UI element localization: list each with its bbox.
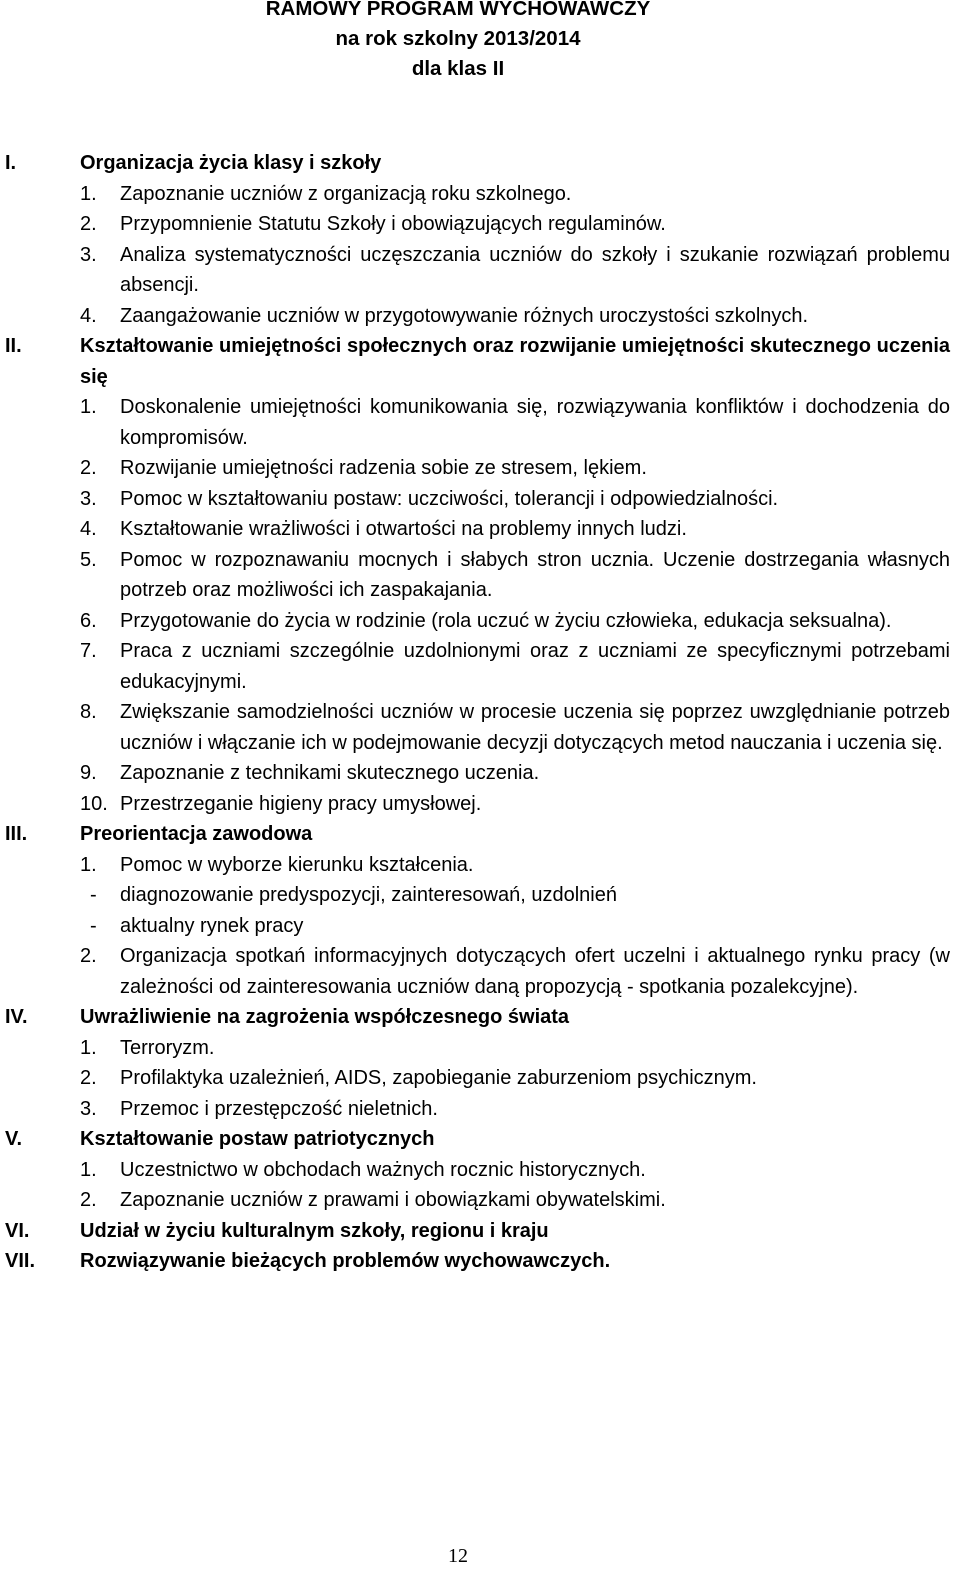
item-number: 6. — [80, 609, 97, 632]
document-title — [0, 0, 916, 84]
section-3 — [0, 819, 950, 1002]
list-item — [80, 758, 950, 789]
section-numeral: VI. — [5, 1219, 30, 1242]
list-item — [80, 789, 950, 820]
list-item — [80, 1185, 950, 1216]
item-text: Zapoznanie uczniów z organizacją roku szkolnego. — [120, 182, 572, 205]
section-1 — [0, 148, 950, 331]
item-number: 2. — [80, 1067, 97, 1089]
item-number: 5. — [80, 548, 97, 571]
section-heading: Organizacja życia klasy i szkoły — [80, 152, 382, 174]
item-number: 7. — [80, 640, 97, 662]
list-item — [80, 1063, 950, 1094]
section-heading: Udział w życiu kulturalnym szkoły, regionu i kraju — [80, 1219, 549, 1242]
item-number: 1. — [80, 182, 97, 205]
section-5 — [0, 1124, 950, 1216]
item-text: Doskonalenie umiejętności komunikowania się, rozwiązywania konfliktów i dochodzenia do kompromisów. — [120, 396, 950, 449]
list-item — [80, 240, 950, 301]
list-item — [80, 545, 950, 606]
sub-item-text: diagnozowanie predyspozycji, zainteresowań, uzdolnień — [120, 884, 617, 906]
section-heading: Kształtowanie umiejętności społecznych oraz rozwijanie umiejętności skutecznego uczenia się — [80, 335, 950, 388]
list-item — [80, 209, 950, 240]
item-number: 1. — [80, 1158, 97, 1181]
list-item — [80, 484, 950, 515]
item-text: Praca z uczniami szczególnie uzdolnionymi oraz z uczniami ze specyficznymi potrzebami edukacyjnymi. — [120, 640, 950, 693]
section-6 — [0, 1216, 950, 1247]
item-number: 10. — [80, 792, 108, 815]
item-text: Rozwijanie umiejętności radzenia sobie ze stresem, lękiem. — [120, 457, 647, 479]
item-number: 2. — [80, 457, 97, 479]
sub-item-text: aktualny rynek pracy — [120, 914, 304, 937]
title-line-1: RAMOWY PROGRAM WYCHOWAWCZY — [265, 0, 651, 20]
item-number: 1. — [80, 1036, 97, 1059]
list-item — [80, 1094, 950, 1125]
section-heading: Preorientacja zawodowa — [80, 823, 313, 845]
item-number: 9. — [80, 762, 97, 784]
section-7 — [0, 1246, 950, 1277]
list-item — [80, 1155, 950, 1186]
list-item — [80, 850, 950, 881]
item-number: 3. — [80, 1097, 97, 1120]
section-numeral: I. — [5, 152, 17, 174]
program-content — [0, 148, 950, 1277]
item-text: Pomoc w kształtowaniu postaw: uczciwości, tolerancji i odpowiedzialności. — [120, 487, 779, 510]
list-item — [80, 179, 950, 210]
item-text: Analiza systematyczności uczęszczania uczniów do szkoły i szukanie rozwiązań problemu absencji. — [120, 243, 950, 296]
list-item — [80, 941, 950, 1002]
section-2 — [0, 331, 950, 819]
item-text: Profilaktyka uzależnień, AIDS, zapobieganie zaburzeniom psychicznym. — [120, 1067, 757, 1089]
sub-list-item — [90, 880, 950, 911]
item-text: Uczestnictwo w obchodach ważnych rocznic historycznych. — [120, 1158, 646, 1181]
item-text: Pomoc w wyborze kierunku kształcenia. — [120, 853, 474, 876]
title-line-2: na rok szkolny 2013/2014 — [335, 27, 581, 50]
dash-bullet: - — [90, 884, 97, 906]
item-number: 1. — [80, 396, 97, 418]
section-numeral: VII. — [5, 1250, 36, 1272]
page-number: 12 — [448, 1545, 468, 1567]
list-item — [80, 636, 950, 697]
item-text: Pomoc w rozpoznawaniu mocnych i słabych stron ucznia. Uczenie dostrzegania własnych potrzeb oraz możliwości ich zaspakajania. — [120, 548, 950, 601]
list-item — [80, 514, 950, 545]
item-text: Przemoc i przestępczość nieletnich. — [120, 1097, 438, 1120]
item-number: 1. — [80, 853, 97, 876]
item-text: Przygotowanie do życia w rodzinie (rola uczuć w życiu człowieka, edukacja seksualna). — [120, 609, 892, 632]
item-number: 3. — [80, 243, 97, 266]
item-text: Terroryzm. — [120, 1036, 215, 1059]
item-text: Zwiększanie samodzielności uczniów w procesie uczenia się poprzez uwzględnianie potrzeb uczniów i włączanie ich w podejmowanie decyzji dotyczących metod nauczania i uczenia się. — [120, 701, 950, 754]
section-heading: Kształtowanie postaw patriotycznych — [80, 1128, 435, 1150]
item-number: 2. — [80, 213, 97, 235]
title-line-3: dla klas II — [411, 57, 505, 80]
item-number: 3. — [80, 487, 97, 510]
section-heading: Uwrażliwienie na zagrożenia współczesnego świata — [80, 1006, 570, 1028]
list-item — [80, 392, 950, 453]
sub-list-item — [90, 911, 950, 942]
item-text: Zapoznanie z technikami skutecznego uczenia. — [120, 762, 540, 784]
dash-bullet: - — [90, 914, 97, 937]
section-numeral: II. — [5, 335, 22, 357]
item-number: 4. — [80, 304, 97, 327]
item-text: Przypomnienie Statutu Szkoły i obowiązujących regulaminów. — [120, 213, 666, 235]
item-number: 2. — [80, 945, 97, 967]
list-item — [80, 606, 950, 637]
list-item — [80, 301, 950, 332]
item-number: 4. — [80, 518, 97, 540]
section-numeral: III. — [5, 823, 28, 845]
item-text: Zaangażowanie uczniów w przygotowywanie różnych uroczystości szkolnych. — [120, 304, 809, 327]
item-text: Kształtowanie wrażliwości i otwartości na problemy innych ludzi. — [120, 518, 687, 540]
item-number: 8. — [80, 701, 97, 723]
item-text: Organizacja spotkań informacyjnych dotyczących ofert uczelni i aktualnego rynku pracy (w zależności od zainteresowania uczniów daną propozycją - spotkania pozalekcyjne). — [120, 945, 950, 998]
section-numeral: V. — [5, 1128, 23, 1150]
item-text: Zapoznanie uczniów z prawami i obowiązkami obywatelskimi. — [120, 1189, 666, 1211]
section-heading: Rozwiązywanie bieżących problemów wychowawczych. — [80, 1250, 611, 1272]
section-4 — [0, 1002, 950, 1124]
list-item — [80, 1033, 950, 1064]
item-number: 2. — [80, 1189, 97, 1211]
section-numeral: IV. — [5, 1006, 28, 1028]
list-item — [80, 453, 950, 484]
list-item — [80, 697, 950, 758]
item-text: Przestrzeganie higieny pracy umysłowej. — [120, 792, 482, 815]
